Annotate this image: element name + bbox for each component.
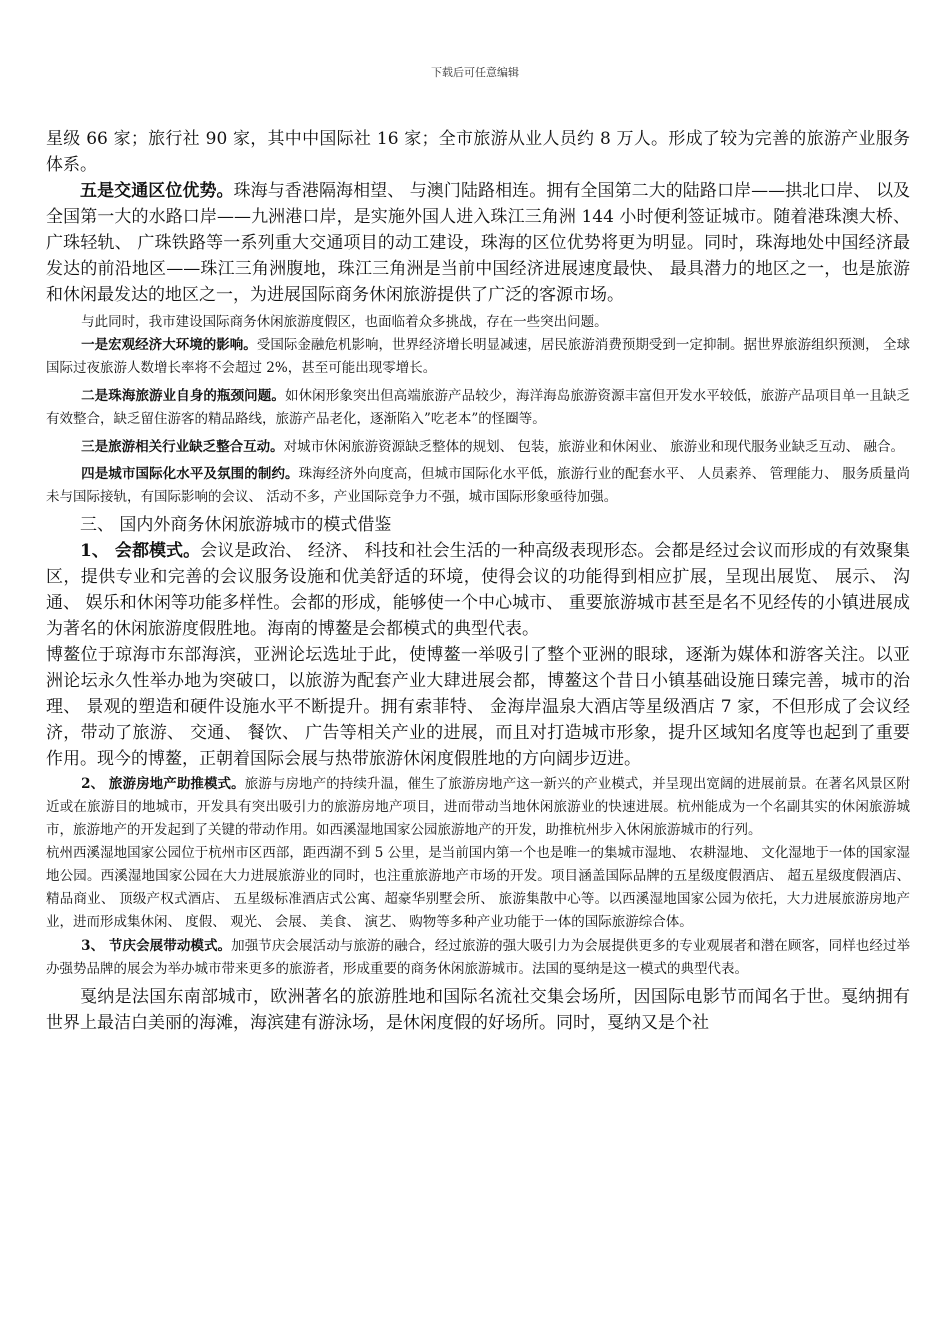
paragraph-xixi: 杭州西溪湿地国家公园位于杭州市区西部，距西湖不到 5 公里，是当前国内第一个也是唯一的集城市湿地、 农耕湿地、 文化湿地于一体的国家湿地公园。西溪湿地国家公园在大力进展旅游业的同时，也注重旅游地产市场的开发。项目涵盖国际品牌的五星级度假酒店、 超五星级度假酒店、 精品商业、 顶级产权式酒店、 五星级标准酒店式公寓、超豪华别墅会所、 旅游集散中心等。以西溪湿地国家公园为依托，大力进展旅游房地产业，进而形成集休闲、 度假、 观光、 会展、 美食、 演艺、 购物等多种产业功能于一体的国际旅游综合体。: [46, 845, 910, 930]
paragraph-transport-advantage: 五是交通区位优势。珠海与香港隔海相望、 与澳门陆路相连。拥有全国第二大的陆路口岸——拱北口岸、 以及全国第一大的水路口岸——九洲港口岸，是实施外国人进入珠江三角洲 144 小时便利签证城市。随着港珠澳大桥、 广珠轻轨、 广珠铁路等一系列重大交通项目的动工建设，珠海的区位优势将更为明显。同时，珠海地处中国经济最发达的前沿地区——珠江三角洲腹地，珠江三角洲是当前中国经济进展速度最快、 最具潜力的地区之一，也是旅游和休闲最发达的地区之一，为进展国际商务休闲旅游提供了广泛的客源市场。: [46, 181, 911, 305]
paragraph-heading: 2、 旅游房地产助推模式。: [81, 776, 245, 792]
document-body: [46, 126, 910, 1036]
paragraph-heading: 一是宏观经济大环境的影响。: [81, 337, 257, 353]
paragraph-heading: 3、 节庆会展带动模式。: [81, 938, 232, 954]
section-heading-models: 三、 国内外商务休闲旅游城市的模式借鉴: [80, 515, 392, 535]
paragraph-heading: 四是城市国际化水平及氛围的制约。: [81, 466, 299, 482]
paragraph-heading: 三是旅游相关行业缺乏整合互动。: [81, 439, 284, 455]
paragraph-bottleneck: 二是珠海旅游业自身的瓶颈问题。如休闲形象突出但高端旅游产品较少，海洋海岛旅游资源丰富但开发水平较低，旅游产品项目单一且缺乏有效整合，缺乏留住游客的精品路线，旅游产品老化，逐渐陷入”吃老本”的怪圈等。: [46, 388, 911, 427]
paragraph-conference-model: 1、 会都模式。会议是政治、 经济、 科技和社会生活的一种高级表现形态。会都是经过会议而形成的有效聚集区，提供专业和完善的会议服务设施和优美舒适的环境，使得会议的功能得到相应扩展，呈现出展览、 展示、 沟通、 娱乐和休闲等功能多样性。会都的形成，能够使一个中心城市、 重要旅游城市甚至是名不见经传的小镇进展成为著名的休闲旅游度假胜地。海南的博鳌是会都模式的典型代表。: [46, 541, 910, 639]
paragraph-heading: 五是交通区位优势。: [80, 181, 234, 201]
paragraph-festival-model: 3、 节庆会展带动模式。加强节庆会展活动与旅游的融合，经过旅游的强大吸引力为会展提供更多的专业观展者和潜在顾客，同样也经过举办强势品牌的展会为举办城市带来更多的旅游者，形成重要的商务休闲旅游城市。法国的戛纳是这一模式的典型代表。: [46, 938, 911, 977]
paragraph-heading: 1、 会都模式。: [80, 541, 201, 561]
paragraph-real-estate-model: 2、 旅游房地产助推模式。旅游与房地产的持续升温，催生了旅游房地产这一新兴的产业模式，并呈现出宽阔的进展前景。在著名风景区附近或在旅游目的地城市，开发具有突出吸引力的旅游房地产项目，进而带动当地休闲旅游业的快速进展。杭州能成为一个名副其实的休闲旅游城市，旅游地产的开发起到了关键的带动作用。如西溪湿地国家公园旅游地产的开发，助推杭州步入休闲旅游城市的行列。: [46, 776, 911, 838]
paragraph-boao: 博鳌位于琼海市东部海滨，亚洲论坛选址于此，使博鳌一举吸引了整个亚洲的眼球，逐渐为媒体和游客关注。以亚洲论坛永久性举办地为突破口，以旅游为配套产业大肆进展会都，博鳌这个昔日小镇基础设施日臻完善，城市的治理、 景观的塑造和硬件设施水平不断提升。拥有索菲特、 金海岸温泉大酒店等星级酒店 7 家，不但形成了会议经济，带动了旅游、 交通、 餐饮、 广告等相关产业的进展，而且对打造城市形象，提升区域知名度等也起到了重要作用。现今的博鳌，正朝着国际会展与热带旅游休闲度假胜地的方向阔步迈进。: [46, 645, 910, 769]
paragraph-macro-economy: 一是宏观经济大环境的影响。受国际金融危机影响，世界经济增长明显减速，居民旅游消费预期受到一定抑制。据世界旅游组织预测， 全球国际过夜旅游人数增长率将不会超过 2%，甚至可能出现零增长。: [46, 337, 911, 376]
paragraph-cannes: 戛纳是法国东南部城市，欧洲著名的旅游胜地和国际名流社交集会场所，因国际电影节而闻名于世。戛纳拥有世界上最洁白美丽的海滩，海滨建有游泳场，是休闲度假的好场所。同时，戛纳又是个社: [46, 987, 910, 1033]
paragraph-hotel-stats: 星级 66 家；旅行社 90 家，其中中国际社 16 家；全市旅游从业人员约 8 万人。形成了较为完善的旅游产业服务体系。: [46, 129, 910, 175]
paragraph-internationalization: 四是城市国际化水平及氛围的制约。珠海经济外向度高，但城市国际化水平低，旅游行业的配套水平、 人员素养、 管理能力、 服务质量尚未与国际接轨，有国际影响的会议、 活动不多，产业国际竞争力不强，城市国际形象亟待加强。: [46, 466, 911, 505]
paragraph-challenges-intro: 与此同时，我市建设国际商务休闲旅游度假区，也面临着众多挑战，存在一些突出问题。: [81, 314, 608, 330]
page-header: 下载后可任意编辑: [431, 66, 519, 79]
paragraph-heading: 二是珠海旅游业自身的瓶颈问题。: [81, 388, 285, 404]
paragraph-integration: 三是旅游相关行业缺乏整合互动。对城市休闲旅游资源缺乏整体的规划、 包装，旅游业和休闲业、 旅游业和现代服务业缺乏互动、 融合。: [81, 439, 904, 455]
